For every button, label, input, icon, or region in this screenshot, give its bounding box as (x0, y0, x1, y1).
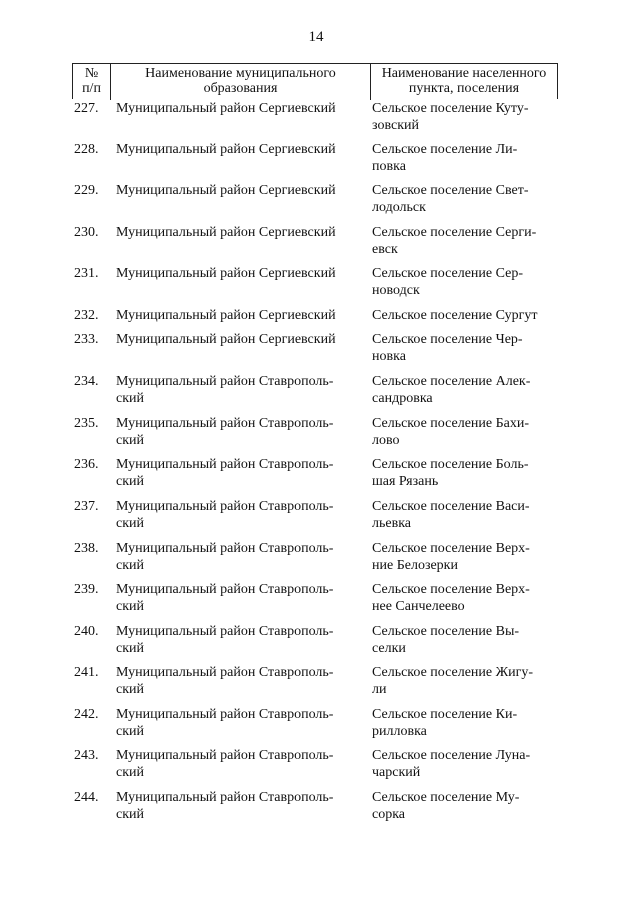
row-number: 232. (74, 308, 99, 323)
municipality-cell (116, 498, 356, 532)
header-municipality-column (111, 64, 371, 100)
municipality-text: Муниципальный район Ставрополь- (116, 541, 334, 556)
settlement-text: Сельское поселение Чер- (372, 332, 523, 347)
municipality-cell (116, 706, 356, 740)
settlement-text: рилловка (372, 724, 427, 739)
page-number: 14 (308, 29, 324, 45)
row-number: 233. (74, 332, 99, 347)
settlement-text: ние Белозерки (372, 558, 458, 573)
settlement-cell (372, 664, 562, 698)
row-number: 231. (74, 266, 99, 281)
municipality-cell (116, 789, 356, 823)
municipality-text: Муниципальный район Сергиевский (116, 101, 336, 116)
municipality-text: ский (116, 599, 144, 614)
municipality-text: Муниципальный район Ставрополь- (116, 499, 334, 514)
row-number: 238. (74, 541, 99, 556)
settlement-cell (372, 623, 562, 657)
municipality-text: ский (116, 765, 144, 780)
row-number: 240. (74, 624, 99, 639)
settlement-text: Сельское поселение Боль- (372, 457, 529, 472)
municipality-cell (116, 100, 356, 117)
settlement-text: сандровка (372, 391, 433, 406)
municipality-text: Муниципальный район Ставрополь- (116, 790, 334, 805)
municipality-cell (116, 540, 356, 574)
settlement-cell (372, 141, 562, 175)
header-settlement-column (371, 64, 557, 100)
row-number: 234. (74, 374, 99, 389)
row-number: 235. (74, 416, 99, 431)
settlement-text: евск (372, 242, 398, 257)
settlement-text: ли (372, 682, 387, 697)
municipality-cell (116, 456, 356, 490)
row-number: 243. (74, 748, 99, 763)
settlement-text: Сельское поселение Сер- (372, 266, 524, 281)
settlement-text: лодольск (372, 200, 426, 215)
header-municipality-line-1: Наименование муниципального (145, 66, 336, 81)
header-number-line-1: № (84, 66, 99, 81)
settlement-text: Сельское поселение Верх- (372, 541, 530, 556)
municipality-cell (116, 747, 356, 781)
row-number: 230. (74, 225, 99, 240)
settlement-text: сорка (372, 807, 406, 822)
municipality-cell (116, 307, 356, 324)
municipality-text: Муниципальный район Ставрополь- (116, 748, 334, 763)
settlement-cell (372, 581, 562, 615)
row-number: 229. (74, 183, 99, 198)
settlement-cell (372, 706, 562, 740)
municipality-cell (116, 224, 356, 241)
municipality-text: Муниципальный район Ставрополь- (116, 374, 334, 389)
settlement-cell (372, 307, 562, 324)
settlement-text: лово (372, 433, 400, 448)
settlement-cell (372, 789, 562, 823)
municipality-text: Муниципальный район Ставрополь- (116, 582, 334, 597)
settlement-cell (372, 373, 562, 407)
municipality-cell (116, 373, 356, 407)
municipality-text: Муниципальный район Ставрополь- (116, 665, 334, 680)
header-municipality-line-2: образования (203, 81, 278, 96)
settlement-text: Сельское поселение Куту- (372, 101, 529, 116)
row-number: 236. (74, 457, 99, 472)
header-settlement-line-1: Наименование населенного (381, 66, 547, 81)
settlement-cell (372, 100, 562, 134)
settlement-text: Сельское поселение Серги- (372, 225, 537, 240)
table-header (72, 63, 558, 99)
settlement-text: Сельское поселение Верх- (372, 582, 530, 597)
settlement-text: Сельское поселение Ли- (372, 142, 518, 157)
header-number-line-2: п/п (82, 81, 101, 96)
settlement-text: Сельское поселение Жигу- (372, 665, 534, 680)
settlement-text: Сельское поселение Бахи- (372, 416, 530, 431)
row-number: 228. (74, 142, 99, 157)
settlement-cell (372, 747, 562, 781)
municipality-text: Муниципальный район Сергиевский (116, 266, 336, 281)
municipality-cell (116, 415, 356, 449)
settlement-cell (372, 540, 562, 574)
municipality-text: ский (116, 641, 144, 656)
settlement-text: новодск (372, 283, 420, 298)
settlement-cell (372, 456, 562, 490)
settlement-text: зовский (372, 118, 419, 133)
municipality-text: Муниципальный район Ставрополь- (116, 624, 334, 639)
settlement-text: повка (372, 159, 406, 174)
municipality-text: Муниципальный район Сергиевский (116, 142, 336, 157)
municipality-text: Муниципальный район Сергиевский (116, 308, 336, 323)
municipality-cell (116, 581, 356, 615)
municipality-text: Муниципальный район Ставрополь- (116, 707, 334, 722)
municipality-text: ский (116, 724, 144, 739)
municipality-cell (116, 141, 356, 158)
municipality-cell (116, 265, 356, 282)
settlement-text: новка (372, 349, 406, 364)
municipality-text: Муниципальный район Ставрополь- (116, 416, 334, 431)
municipality-cell (116, 182, 356, 199)
municipality-cell (116, 623, 356, 657)
municipality-text: ский (116, 391, 144, 406)
row-number: 244. (74, 790, 99, 805)
municipality-cell (116, 664, 356, 698)
settlement-cell (372, 182, 562, 216)
header-number-column (73, 64, 111, 100)
settlement-cell (372, 331, 562, 365)
row-number: 227. (74, 101, 99, 116)
settlement-cell (372, 415, 562, 449)
settlement-cell (372, 498, 562, 532)
settlement-cell (372, 224, 562, 258)
municipality-text: Муниципальный район Сергиевский (116, 183, 336, 198)
settlement-text: льевка (372, 516, 411, 531)
settlement-text: Сельское поселение Ки- (372, 707, 518, 722)
settlement-text: Сельское поселение Алек- (372, 374, 531, 389)
settlement-cell (372, 265, 562, 299)
municipality-cell (116, 331, 356, 348)
settlement-text: Сельское поселение Васи- (372, 499, 530, 514)
row-number: 239. (74, 582, 99, 597)
header-settlement-line-2: пункта, поселения (408, 81, 520, 96)
municipality-text: ский (116, 474, 144, 489)
settlement-text: Сельское поселение Вы- (372, 624, 520, 639)
municipality-text: Муниципальный район Сергиевский (116, 225, 336, 240)
settlement-text: чарский (372, 765, 421, 780)
settlement-text: селки (372, 641, 406, 656)
settlement-text: шая Рязань (372, 474, 439, 489)
municipality-text: ский (116, 682, 144, 697)
municipality-text: Муниципальный район Сергиевский (116, 332, 336, 347)
municipality-text: ский (116, 807, 144, 822)
municipality-text: ский (116, 558, 144, 573)
row-number: 241. (74, 665, 99, 680)
settlement-text: Сельское поселение Свет- (372, 183, 529, 198)
settlement-text: нее Санчелеево (372, 599, 465, 614)
settlement-text: Сельское поселение Му- (372, 790, 520, 805)
municipality-text: ский (116, 516, 144, 531)
municipality-text: Муниципальный район Ставрополь- (116, 457, 334, 472)
municipality-text: ский (116, 433, 144, 448)
settlement-text: Сельское поселение Луна- (372, 748, 531, 763)
settlement-text: Сельское поселение Сургут (372, 308, 538, 323)
row-number: 242. (74, 707, 99, 722)
row-number: 237. (74, 499, 99, 514)
